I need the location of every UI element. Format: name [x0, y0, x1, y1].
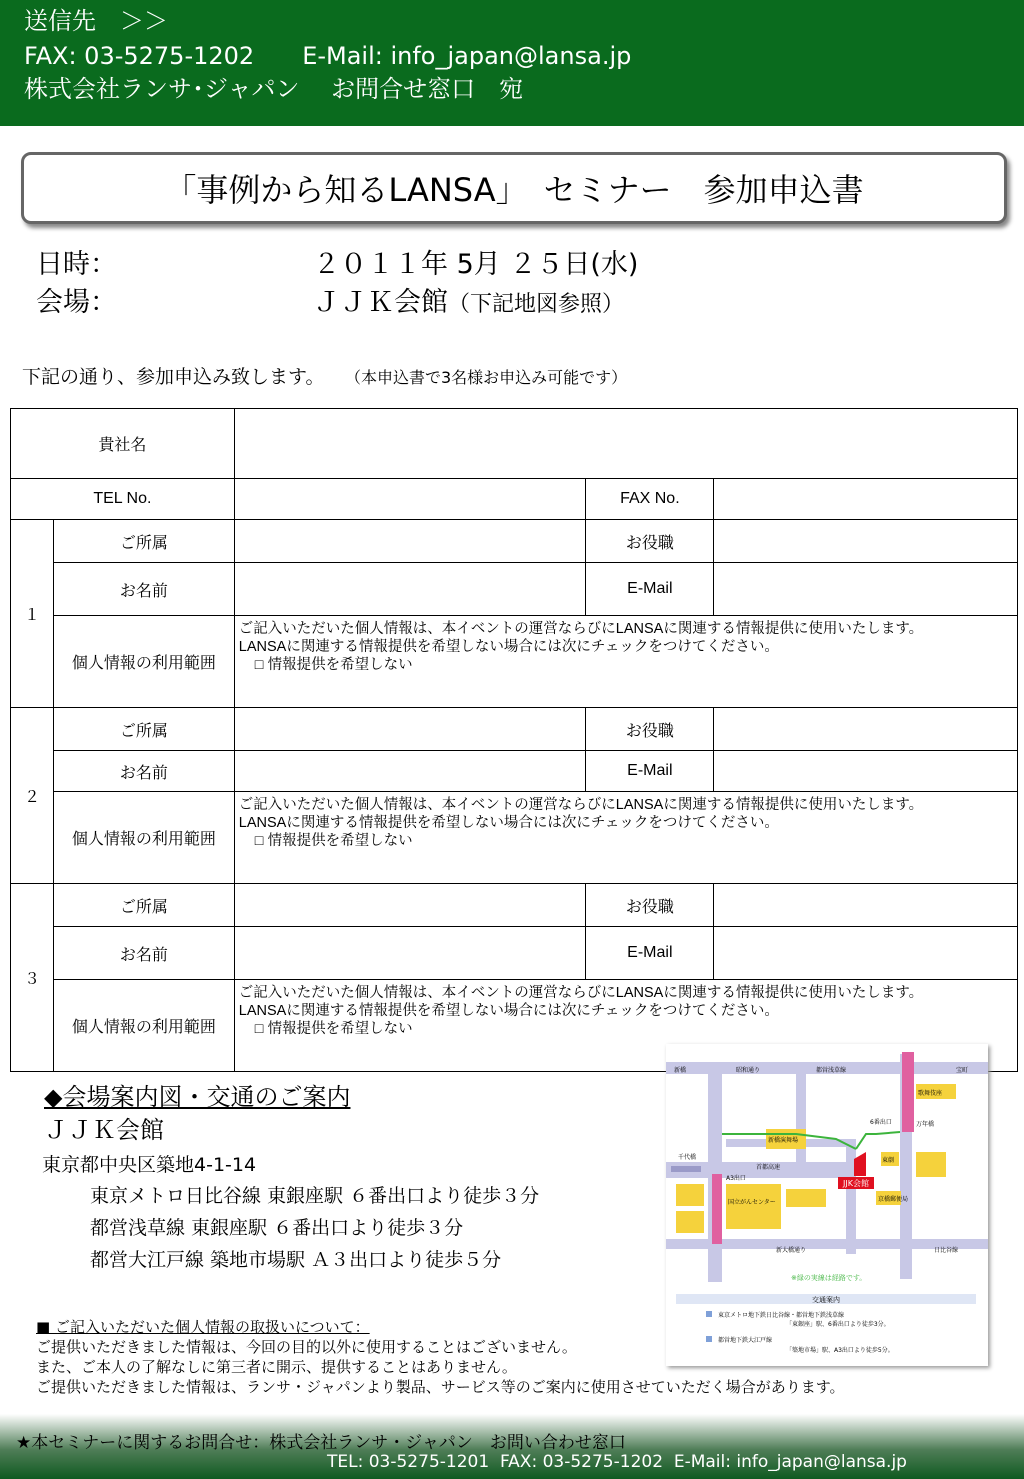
name-label: お名前: [53, 927, 234, 980]
tel-field[interactable]: [234, 479, 586, 520]
dept-label: ご所属: [53, 708, 234, 751]
fax-label: FAX No.: [586, 479, 714, 520]
position-label: お役職: [586, 520, 714, 563]
privacy-line-1: ご記入いただいた個人情報は、本イベントの運営ならびにLANSAに関連する情報提供に使用いたします。: [238, 621, 924, 637]
position-field[interactable]: [714, 708, 1018, 751]
privacy-line-2: LANSAに関連する情報提供を希望しない場合には次にチェックをつけてください。: [238, 1003, 779, 1019]
privacy-line-1: ご記入いただいた個人情報は、本イベントの運営ならびにLANSAに関連する情報提供に使用いたします。: [238, 797, 924, 813]
map-legend-swatch: [706, 1336, 712, 1342]
privacy-line-2: LANSAに関連する情報提供を希望しない場合には次にチェックをつけてください。: [238, 815, 779, 831]
access-heading: ◆会場案内図・交通のご案内: [44, 1083, 351, 1111]
map-label: 首都高速: [756, 1164, 781, 1171]
access-route-1: 東京メトロ日比谷線 東銀座駅 ６番出口より徒歩３分: [90, 1185, 540, 1207]
fax-field[interactable]: [714, 479, 1018, 520]
privacy-checkbox[interactable]: □ 情報提供を希望しない: [254, 657, 413, 673]
venue-label: 会場：: [36, 287, 117, 318]
tel-label: TEL No.: [11, 479, 235, 520]
header-line-1: 送信先 ＞＞: [24, 7, 168, 35]
footer: [0, 1414, 1024, 1479]
form-title: 「事例から知るLANSA」 セミナー 参加申込書: [21, 152, 1007, 224]
map-block: [726, 1184, 781, 1229]
privacy-text: [234, 616, 1017, 708]
name-field[interactable]: [234, 563, 586, 616]
footer-contact: ★本セミナーに関するお問合せ：株式会社ランサ・ジャパン お問い合わせ窓口: [16, 1433, 626, 1453]
dept-label: ご所属: [53, 884, 234, 927]
map-road: [708, 1062, 722, 1282]
map-block: [916, 1152, 946, 1177]
header-line-2: FAX: 03-5275-1202 E-Mail: info_japan@lansa.jp: [24, 42, 632, 70]
position-label: お役職: [586, 708, 714, 751]
company-label: 貴社名: [11, 409, 235, 479]
map-legend-swatch: [706, 1311, 712, 1317]
position-label: お役職: [586, 884, 714, 927]
map-label: 日比谷線: [934, 1247, 959, 1254]
map-drawing: [666, 1044, 988, 1366]
position-field[interactable]: [714, 884, 1018, 927]
map-label: 都営浅草線: [816, 1067, 847, 1074]
date-value: ２０１１年 5月 ２５日(水): [313, 249, 639, 280]
map-label: 6番出口: [870, 1119, 892, 1126]
map-legend-line: 「東銀座」駅、6番出口より徒歩3分。: [786, 1321, 890, 1328]
privacy-notice-heading: ■ ご記入いただいた個人情報の取扱いについて：: [36, 1318, 370, 1336]
email-field[interactable]: [714, 563, 1018, 616]
map-legend-line: 東京メトロ地下鉄日比谷線・都営地下鉄浅草線: [718, 1312, 845, 1319]
email-label: E-Mail: [586, 927, 714, 980]
map-route: [856, 1132, 900, 1149]
position-field[interactable]: [714, 520, 1018, 563]
venue-value: [313, 280, 624, 319]
privacy-label: 個人情報の利用範囲: [53, 616, 234, 708]
dept-field[interactable]: [234, 884, 586, 927]
privacy-notice-line-3: ご提供いただきました情報は、ランサ・ジャパンより製品、サービス等のご案内に使用させていただく場合があります。: [36, 1378, 845, 1396]
map-legend-line: 都営地下鉄大江戸線: [718, 1337, 773, 1344]
map-label: 新橋演舞場: [768, 1137, 799, 1144]
email-label: E-Mail: [586, 751, 714, 792]
email-field[interactable]: [714, 927, 1018, 980]
map-legend-line: 「築地市場」駅、A3出口より徒歩5分。: [786, 1347, 894, 1354]
name-field[interactable]: [234, 751, 586, 792]
lead-main: 下記の通り、参加申込み致します。: [22, 366, 315, 388]
map-block: [786, 1189, 826, 1207]
venue-note: （下記地図参照）: [448, 292, 625, 317]
privacy-checkbox[interactable]: □ 情報提供を希望しない: [254, 1021, 413, 1037]
lead-text: [22, 362, 627, 389]
map-label: 京橋郵便局: [878, 1196, 909, 1203]
privacy-label: 個人情報の利用範囲: [53, 792, 234, 884]
lead-note: （本申込書で3名様お申込み可能です）: [353, 368, 628, 387]
access-route-2: 都営浅草線 東銀座駅 ６番出口より徒歩３分: [90, 1217, 464, 1239]
map-label: 宝町: [956, 1067, 969, 1074]
access-address: 東京都中央区築地4-1-14: [42, 1154, 257, 1176]
header-line-3: 株式会社ランサ･ジャパン お問合せ窓口 宛: [24, 75, 524, 103]
privacy-line-1: ご記入いただいた個人情報は、本イベントの運営ならびにLANSAに関連する情報提供に使用いたします。: [238, 985, 924, 1001]
name-label: お名前: [53, 751, 234, 792]
privacy-checkbox[interactable]: □ 情報提供を希望しない: [254, 833, 413, 849]
map-label: 昭和通り: [736, 1067, 761, 1074]
privacy-text: [234, 792, 1017, 884]
privacy-notice-line-1: ご提供いただきました情報は、今回の目的以外に使用することはございません。: [36, 1338, 577, 1356]
map-label: 千代橋: [678, 1154, 697, 1161]
map-label: 国立がんセンター: [728, 1199, 776, 1206]
map-block: [676, 1184, 704, 1206]
map-road: [671, 1166, 701, 1172]
map-legend-title: 交通案内: [812, 1296, 840, 1304]
email-label: E-Mail: [586, 563, 714, 616]
map-station: [902, 1052, 914, 1132]
name-field[interactable]: [234, 927, 586, 980]
fax-header: [0, 0, 1024, 126]
attendee-number-2: ２: [11, 708, 54, 884]
map-label: 新大橋通り: [776, 1247, 807, 1254]
map-label: 万年橋: [916, 1121, 935, 1128]
map-label: A3出口: [726, 1175, 746, 1182]
access-venue: ＪＪＫ会館: [44, 1116, 164, 1144]
company-field[interactable]: [234, 409, 1017, 479]
attendee-number-1: １: [11, 520, 54, 708]
date-label: 日時：: [36, 249, 117, 280]
access-route-3: 都営大江戸線 築地市場駅 Ａ３出口より徒歩５分: [90, 1249, 502, 1271]
map-road: [796, 1062, 806, 1172]
venue-map: [666, 1044, 988, 1366]
email-field[interactable]: [714, 751, 1018, 792]
map-label: 東劇: [882, 1157, 895, 1164]
map-block: [676, 1211, 704, 1233]
dept-label: ご所属: [53, 520, 234, 563]
map-route-note: ※緑の実線は経路です。: [791, 1274, 867, 1282]
map-venue-label: JJK会館: [843, 1179, 869, 1188]
attendee-number-3: ３: [11, 884, 54, 1072]
name-label: お名前: [53, 563, 234, 616]
map-label: 新橋: [674, 1067, 687, 1074]
footer-numbers: TEL: 03-5275-1201 FAX: 03-5275-1202 E-Mail: info_japan@lansa.jp: [327, 1452, 907, 1472]
map-station: [712, 1174, 722, 1244]
dept-field[interactable]: [234, 708, 586, 751]
venue-name: ＪＪＫ会館: [313, 287, 448, 318]
privacy-line-2: LANSAに関連する情報提供を希望しない場合には次にチェックをつけてください。: [238, 639, 779, 655]
map-label: 歌舞伎座: [918, 1090, 943, 1097]
dept-field[interactable]: [234, 520, 586, 563]
privacy-label: 個人情報の利用範囲: [53, 980, 234, 1072]
privacy-notice-line-2: また、ご本人の了解なしに第三者に開示、提供することはありません。: [36, 1358, 517, 1376]
application-form: [10, 408, 1018, 1072]
